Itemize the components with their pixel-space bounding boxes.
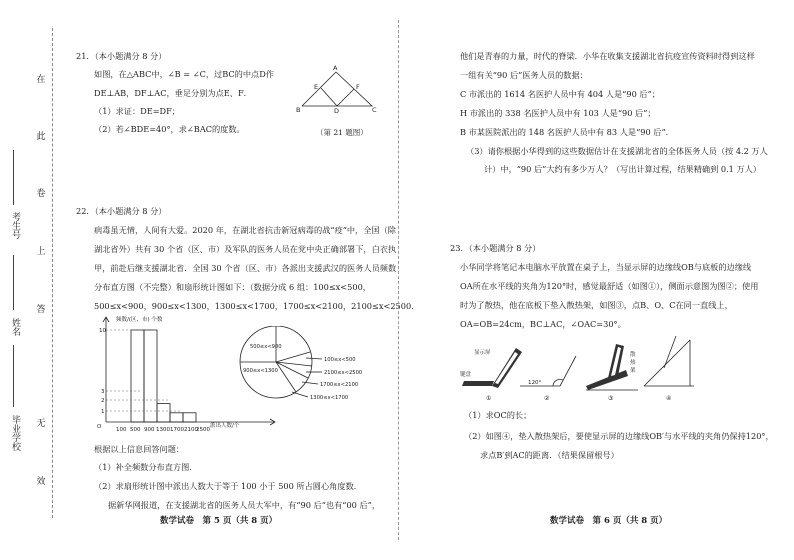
q23-part1: （1）求OC的长； — [464, 410, 532, 420]
caption-3: ③ — [608, 395, 614, 402]
figure-1 — [460, 348, 522, 402]
histogram-xlabel: 派出人数/个 — [210, 423, 240, 429]
histogram-bar — [131, 330, 144, 422]
q22-para-line: 分布直方图（不完整）和扇形统计图如下：（数据分成 6 组：100≤x<500， — [94, 282, 371, 292]
school-blank — [13, 345, 14, 407]
y-tick-2: 2 — [101, 398, 105, 404]
fact-line: C 市派出的 1614 名医护人员中有 404 人是“90 后”； — [460, 89, 660, 99]
y-tick-1: 1 — [101, 409, 105, 415]
label-c: C — [372, 106, 377, 114]
histogram-bar — [170, 413, 183, 422]
q22-para-line: 病毒虽无情，人间有大爱。2020 年，在湖北省抗击新冠病毒的战“疫”中，全国（除 — [94, 225, 396, 235]
q22-part3: 据新华网报道，在支援湖北省的医务人员大军中，有“90 后”也有“00 后”， — [108, 500, 381, 510]
x-tick: 100 — [116, 427, 127, 433]
pie-label: 100≤x<500 — [324, 357, 356, 363]
x-tick: 2500 — [196, 427, 210, 433]
fan-char: 散 — [630, 352, 636, 358]
histogram-bar — [157, 404, 170, 422]
pie-chart — [236, 326, 386, 406]
histogram-ylabel: 频数/(区、市) 个数 — [116, 317, 163, 323]
q23-para-line: OA所在水平线的夹角为120°时，感觉最舒适（如图①），侧面示意图为图②；使用 — [460, 281, 759, 291]
caption-4: ④ — [666, 395, 672, 402]
left-footer: 数学试卷 第 5 页（共 8 页） — [160, 516, 278, 526]
binding-char: 此 — [36, 132, 46, 142]
caption-1: ① — [486, 395, 492, 402]
x-tick: 1300 — [156, 427, 170, 433]
q23-para-line: 小华同学将笔记本电脑水平放置在桌子上，当显示屏的边缘线OB与底板的边缘线 — [460, 262, 752, 272]
q22-para-line: 湖北省外）共有 30 个省（区、市）及军队的医务人员在党中央正确部署下，白衣执 — [94, 244, 397, 254]
q23-header: 23．（本小题满分 8 分） — [450, 243, 541, 253]
binding-char: 在 — [36, 75, 46, 85]
exam-id-blank — [13, 150, 14, 205]
q21-part2: （2）若∠BDE=40°，求∠BAC的度数。 — [94, 124, 245, 134]
q22-part1: （1）补全频数分布直方图． — [94, 462, 198, 472]
pie-label: 2100≤x<2500 — [324, 370, 363, 376]
binding-char: 效 — [36, 477, 46, 487]
q23-part2-line1: （2）如图④，垫入散热架后，要使显示屏的边缘线OB′与水平线的夹角仍保持120°， — [464, 431, 774, 441]
q23-part2-line2: 求点B′到AC的距离．（结果保留根号） — [480, 450, 619, 460]
label-f: F — [356, 83, 360, 91]
q22-after: 根据以上信息回答问题： — [94, 444, 185, 454]
q22-part3-line1: （3）请你根据小华得到的这些数据估计在支援湖北省的全体医务人员（按 4.2 万人 — [466, 146, 768, 156]
y-tick-3: 3 — [101, 389, 105, 395]
figure-3 — [586, 344, 638, 402]
keyboard-label: 键盘 — [460, 372, 472, 378]
x-tick: 2100 — [184, 427, 198, 433]
pie-label: 500≤x<900 — [250, 344, 282, 350]
fan-char: 架 — [630, 368, 636, 374]
name-blank — [13, 255, 14, 310]
q21-figure-caption: （第 21 题图） — [316, 128, 368, 137]
q22-header: 22．（本小题满分 8 分） — [76, 206, 167, 216]
binding-char: 答 — [36, 305, 46, 315]
q22-para-line: 500≤x<900，900≤x<1300，1300≤x<1700，1700≤x<2100，2100≤x<2500． — [94, 301, 420, 311]
caption-2: ② — [544, 395, 550, 402]
right-footer: 数学试卷 第 6 页（共 8 页） — [550, 516, 668, 526]
q21-line1: 如图，在△ABC中，∠B = ∠C，过BC的中点D作 — [94, 69, 274, 79]
x-tick: 900 — [144, 427, 155, 433]
q21-part1: （1）求证：DE=DF； — [94, 106, 180, 116]
q23-para-line: OA=OB=24cm，BC⊥AC，∠OAC=30°。 — [460, 319, 626, 329]
q22-cont-line: 一组有关“90 后”医务人员的数据： — [460, 70, 588, 80]
label-e: E — [314, 83, 319, 91]
q23-para-line: 时为了散热，他在底板下垫入散热架，如图③，点B、O、C在同一直线上， — [460, 300, 733, 310]
right-page — [400, 0, 794, 560]
fact-line: B 市某医院派出的 148 名医护人员中有 83 人是“90 后”． — [460, 127, 674, 137]
fan-char: 热 — [630, 360, 636, 366]
x-tick: 500 — [130, 427, 141, 433]
histogram-bar — [183, 413, 196, 422]
exam-id-label: 考生号 — [10, 212, 20, 239]
page-divider — [398, 20, 399, 540]
pie-label: 1300≤x<1700 — [310, 395, 349, 401]
q22-cont-line: 他们是青春的力量，时代的脊梁．小华在收集支援湖北省抗疫宣传资料时得到这样 — [460, 51, 755, 61]
binding-char: 无 — [36, 419, 46, 429]
pie-label: 1700≤x<2100 — [320, 382, 359, 388]
q22-part3-line2: 计）中，“90 后”大约有多少万人？（写出计算过程，结果精确到 0.1 万人） — [484, 164, 762, 174]
pie-label: 900≤x<1300 — [243, 368, 278, 374]
x-tick: 1700 — [170, 427, 184, 433]
triangle-figure — [296, 64, 382, 114]
laptop-figures — [458, 334, 708, 404]
q21-header: 21．（本小题满分 8 分） — [76, 51, 167, 61]
label-d: D — [334, 107, 340, 114]
q22-para-line: 甲，前赴后继支援湖北省．全国 30 个省（区、市）各派出支援武汉的医务人员频数 — [94, 263, 397, 273]
figure-4 — [644, 336, 694, 386]
screen-label: 显示屏 — [474, 350, 491, 356]
y-tick-10: 10 — [99, 328, 106, 334]
name-label: 姓名 — [10, 318, 20, 336]
angle-label: 120° — [528, 380, 542, 386]
school-label: 毕业学校 — [10, 415, 20, 451]
origin-label: O — [97, 424, 102, 430]
label-a: A — [333, 64, 338, 72]
q21-line2: DE⊥AB，DF⊥AC，垂足分别为点E、F． — [94, 88, 252, 98]
binding-dashed-line — [52, 28, 53, 518]
q22-part2: （2）求扇形统计图中派出人数大于等于 100 小于 500 所占圆心角度数． — [94, 481, 362, 491]
binding-char: 上 — [36, 247, 46, 257]
label-b: B — [296, 106, 301, 114]
fact-line: H 市派出的 338 名医护人员中有 103 人是“90 后”； — [460, 108, 656, 118]
binding-char: 卷 — [36, 189, 46, 199]
histogram-bar — [144, 330, 157, 422]
